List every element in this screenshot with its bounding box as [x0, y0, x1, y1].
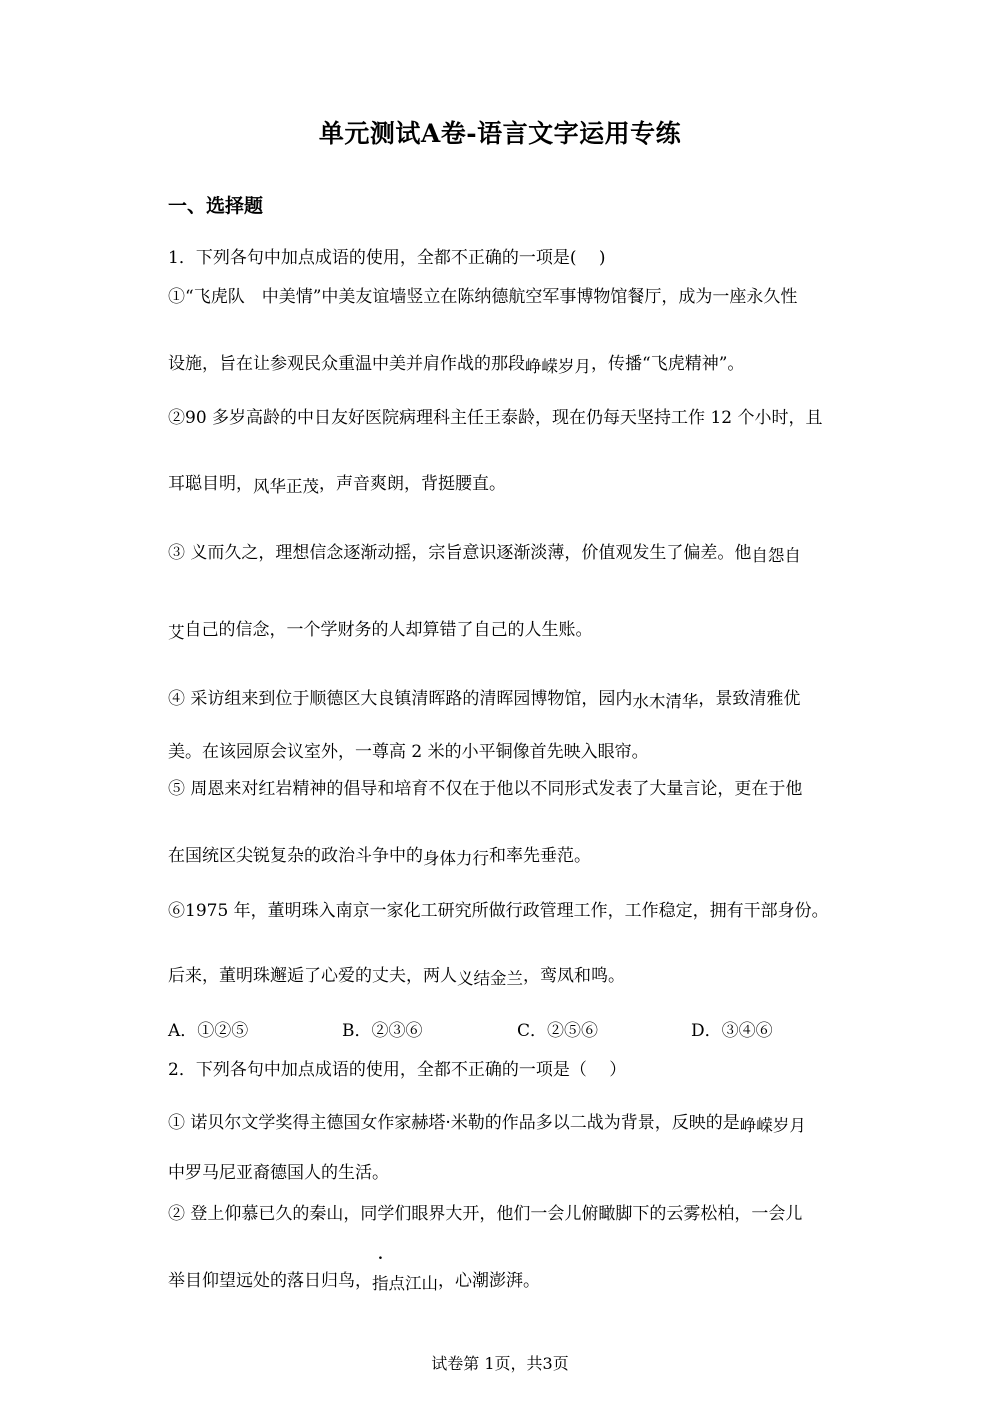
text: 设施，旨在让参观民众重温中美并肩作战的那段	[168, 354, 525, 374]
idiom: 身体力行	[423, 849, 489, 868]
q2-stem: 2．下列各句中加点成语的使用，全都不正确的一项是（ ）	[168, 1060, 627, 1080]
q1-sentence-2-line-1: ②90 多岁高龄的中日友好医院病理科主任王泰龄，现在仍每天坚持工作 12 个小时，且	[168, 408, 823, 428]
page-title: 单元测试A卷-语言文字运用专练	[318, 119, 682, 148]
q1-sentence-1-line-1	[168, 286, 797, 308]
q1-stem: 1．下列各句中加点成语的使用，全都不正确的一项是( )	[168, 248, 606, 268]
q1-sentence-6-line-1: ⑥1975 年，董明珠入南京一家化工研究所做行政管理工作，工作稳定，拥有干部身份。	[168, 901, 829, 921]
text: ④ 采访组来到位于顺德区大良镇清晖路的清晖园博物馆，园内	[168, 689, 633, 709]
text: 举目仰望远处的落日归鸟，	[168, 1271, 372, 1291]
q1-option-c[interactable]: C．②⑤⑥	[517, 1021, 599, 1041]
idiom: 峥嵘岁月	[525, 357, 591, 376]
q1-sentence-5-line-2	[168, 845, 591, 867]
q1-sentence-3-line-1	[168, 542, 801, 564]
text: 在国统区尖锐复杂的政治斗争中的	[168, 846, 423, 866]
text: ，声音爽朗，背挺腰直。	[319, 474, 506, 494]
idiom: 义结金兰	[457, 969, 523, 988]
section-heading: 一、选择题	[168, 195, 264, 217]
text: 和率先垂范。	[489, 846, 591, 866]
text: ，心潮澎湃。	[438, 1271, 540, 1291]
page-footer: 试卷第 1页，共3页	[431, 1354, 569, 1373]
text: 自己的信念，一个学财务的人却算错了自己的人生账。	[184, 620, 593, 640]
q2-sentence-2-line-1: ② 登上仰慕已久的秦山，同学们眼界大开，他们一会儿俯瞰脚下的云雾松柏，一会儿	[168, 1204, 803, 1224]
text: 后来，董明珠邂逅了心爱的丈夫，两人	[168, 966, 457, 986]
text: ，鸾凤和鸣。	[523, 966, 625, 986]
text: 耳聪目明，	[168, 474, 253, 494]
q1-option-a[interactable]: A．①②⑤	[168, 1021, 249, 1041]
emphasis-dot: .	[378, 1247, 383, 1263]
text: ① 诺贝尔文学奖得主德国女作家赫塔·米勒的作品多以二战为背景，反映的是	[168, 1113, 740, 1133]
q1-sentence-4-line-1	[168, 688, 800, 710]
idiom: 指点江山	[372, 1274, 438, 1293]
q1-option-b[interactable]: B．②③⑥	[342, 1021, 423, 1041]
q1-sentence-1-line-2	[168, 353, 744, 375]
text: ①“飞虎队 中美情”中美友谊墙竖立在陈纳德航空军事博物馆餐厅，成为一座永久性	[168, 287, 798, 307]
idiom: 自怨自	[751, 546, 801, 565]
idiom: 水木清华	[632, 692, 699, 711]
text: ，景致清雅优	[698, 689, 801, 709]
q2-sentence-2-line-2	[168, 1270, 540, 1292]
q1-sentence-6-line-2	[168, 965, 625, 987]
text: ③ 义而久之，理想信念逐渐动摇，宗旨意识逐渐淡薄，价值观发生了偏差。他	[168, 543, 752, 563]
idiom: 艾	[168, 623, 185, 642]
q1-sentence-3-line-2	[168, 619, 593, 641]
q1-option-d[interactable]: D．③④⑥	[691, 1021, 773, 1041]
q1-sentence-4-line-2: 美。在该园原会议室外，一尊高 2 米的小平铜像首先映入眼帘。	[168, 742, 649, 762]
text: ，传播“飞虎精神”。	[591, 354, 745, 374]
q2-sentence-1-line-2: 中罗马尼亚裔德国人的生活。	[168, 1163, 389, 1183]
q2-sentence-1-line-1	[168, 1112, 806, 1134]
q1-sentence-5-line-1: ⑤ 周恩来对红岩精神的倡导和培育不仅在于他以不同形式发表了大量言论，更在于他	[168, 779, 803, 799]
q1-sentence-2-line-2	[168, 473, 506, 495]
idiom: 风华正茂	[253, 477, 319, 496]
idiom: 峥嵘岁月	[739, 1116, 806, 1135]
